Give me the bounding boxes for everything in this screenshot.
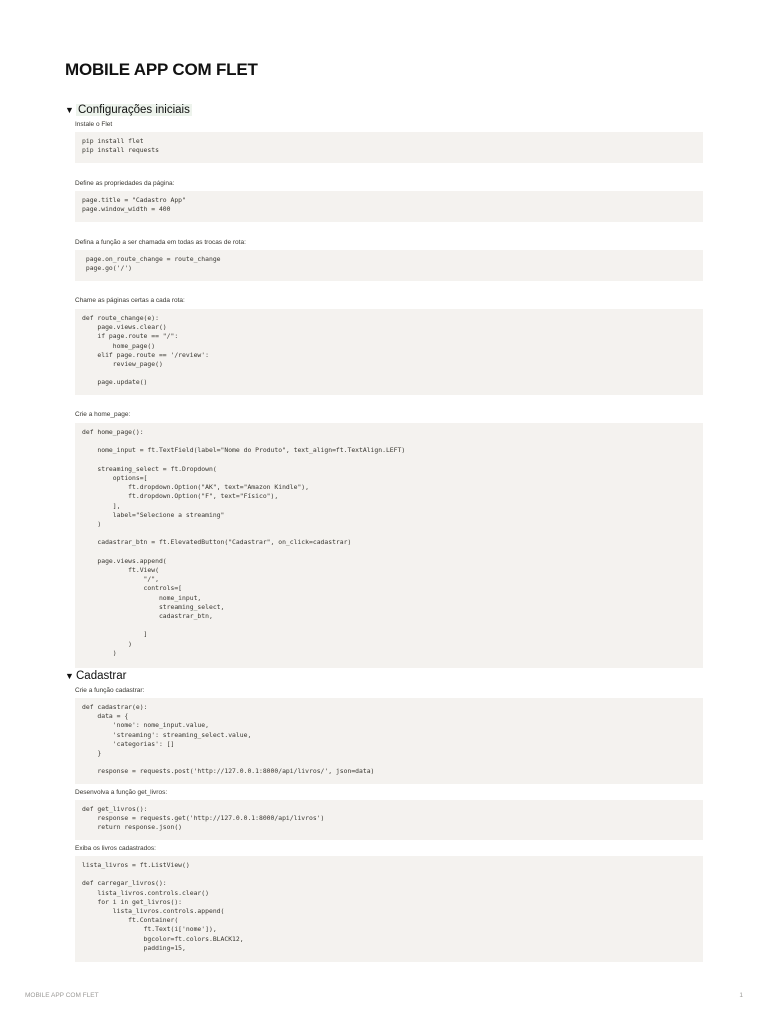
section-toggle-configuracoes[interactable] — [65, 104, 192, 116]
code-text: lista_livros = ft.ListView() def carregar_livros(): lista_livros.controls.clear() for i in get_livros(): lista_livros.controls.append( ft.Container( ft.Text(i['nome']), bgcolor=ft.colors.BLACK12, padding=15, — [82, 861, 244, 952]
code-block — [75, 423, 703, 668]
code-block — [75, 698, 703, 784]
code-block — [75, 856, 703, 962]
code-block — [75, 191, 703, 222]
code-text: def get_livros(): response = requests.get('http://127.0.0.1:8000/api/livros') return response.json() — [82, 805, 325, 832]
code-text: def home_page(): nome_input = ft.TextField(label="Nome do Produto", text_align=ft.TextAlign.LEFT) streaming_select = ft.Dropdown( options=[ ft.dropdown.Option("AK", text="Amazon Kindle"), ft.dropdown.Option("F", text="Físico"), ], label="Selecione a streaming" ) cadastrar_btn = ft.ElevatedButton("Cadastrar", on_click=cadastrar) page.views.append( ft.View( "/", controls=[ nome_input, streaming_select, cadastrar_btn, ] ) ) — [82, 428, 406, 657]
footer-title: MOBILE APP COM FLET — [25, 992, 99, 999]
paragraph: Desenvolva a função get_livros: — [75, 789, 168, 796]
code-text: def cadastrar(e): data = { 'nome': nome_input.value, 'streaming': streaming_select.value, 'categorias': [] } response = requests.post('http://127.0.0.1:8000/api/livros/', json=data) — [82, 703, 375, 776]
code-text: page.on_route_change = route_change page.go('/') — [85, 255, 221, 273]
section-toggle-cadastrar[interactable] — [65, 670, 127, 682]
section-heading: Configurações iniciais — [78, 104, 190, 116]
section-heading: Cadastrar — [76, 670, 127, 682]
triangle-down-icon[interactable]: ▼ — [65, 105, 74, 115]
code-text: pip install flet pip install requests — [82, 137, 159, 155]
paragraph: Crie a função cadastrar: — [75, 687, 145, 694]
page-title: MOBILE APP COM FLET — [65, 60, 258, 79]
code-block — [75, 309, 703, 395]
paragraph: Defina a função a ser chamada em todas as trocas de rota: — [75, 239, 246, 246]
code-text: def route_change(e): page.views.clear() if page.route == "/": home_page() elif page.route == '/review': review_page() page.update() — [82, 314, 209, 387]
paragraph: Instale o Flet — [75, 121, 113, 128]
code-block — [75, 250, 703, 281]
code-block — [75, 132, 703, 163]
paragraph: Exiba os livros cadastrados: — [75, 845, 156, 852]
code-block — [75, 800, 703, 840]
paragraph: Define as propriedades da página: — [75, 180, 175, 187]
triangle-down-icon[interactable]: ▼ — [65, 671, 74, 681]
page-number: 1 — [739, 992, 743, 999]
paragraph: Crie a home_page: — [75, 411, 131, 418]
code-text: page.title = "Cadastro App" page.window_width = 400 — [82, 196, 186, 214]
paragraph: Chame as páginas certas a cada rota: — [75, 297, 185, 304]
